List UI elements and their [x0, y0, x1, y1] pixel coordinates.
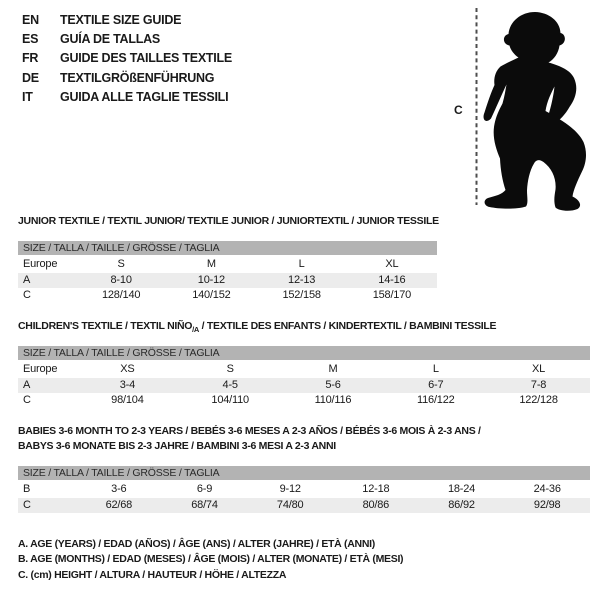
cell-value: 3-4 [119, 378, 136, 391]
cell-value: 3-6 [111, 483, 127, 495]
lang-title: GUIDA ALLE TAGLIE TESSILI [60, 89, 229, 104]
size-table-junior [18, 241, 437, 304]
cell-value: 74/80 [276, 498, 304, 511]
cell-value: XS [120, 363, 135, 375]
cell-value: 86/92 [448, 498, 475, 511]
cell-value: 14-16 [378, 273, 406, 286]
cell-value: 8-10 [110, 273, 132, 286]
cell-value: 122/128 [519, 394, 558, 406]
lang-row-es [22, 29, 232, 48]
cell-value: XL [532, 363, 546, 375]
cell-value: 62/68 [105, 498, 133, 511]
cell-value: S [117, 258, 125, 270]
toddler-silhouette [484, 12, 586, 211]
lang-title: GUÍA DE TALLAS [60, 31, 160, 46]
cell-value: 6-9 [196, 483, 213, 495]
size-table-children [18, 346, 590, 409]
table-title-babies [18, 424, 481, 454]
lang-row-de [22, 68, 232, 87]
lang-code: IT [22, 89, 33, 104]
lang-code: FR [22, 51, 39, 66]
lang-row-en [22, 10, 232, 29]
cell-value: 140/152 [192, 289, 231, 301]
cell-value: 4-5 [222, 378, 238, 391]
cell-value: 116/122 [417, 394, 455, 406]
table-row-c [18, 498, 590, 514]
title-text: CHILDREN'S TEXTILE / TEXTIL NIÑO [18, 320, 193, 332]
cell-value: M [328, 363, 338, 375]
row-label: C [23, 498, 31, 511]
cell-value: 128/140 [101, 289, 141, 301]
table-row-a [18, 378, 590, 394]
cell-value: 104/110 [211, 394, 249, 406]
cell-value: 12-18 [362, 483, 390, 495]
footnote-c: C. (cm) HEIGHT / ALTURA / HAUTEUR / HÖHE / ALTEZZA [18, 568, 287, 581]
footnote-b: B. AGE (MONTHS) / EDAD (MESES) / ÂGE (MOIS) / ALTER (MONATE) / ETÀ (MESI) [18, 553, 404, 566]
lang-code: ES [22, 31, 39, 46]
language-header [22, 10, 232, 106]
row-label: Europe [23, 258, 58, 270]
lang-title: TEXTILE SIZE GUIDE [60, 12, 182, 27]
cell-value: L [298, 258, 305, 270]
cell-value: 6-7 [428, 378, 444, 391]
cell-value: 7-8 [530, 378, 547, 391]
cell-value: XL [385, 258, 399, 270]
size-header-bar: SIZE / TALLA / TAILLE / GRÖSSE / TAGLIA [18, 346, 590, 362]
row-label: C [23, 289, 31, 301]
cell-value: 98/104 [111, 394, 144, 406]
table-title-line [18, 319, 496, 337]
table-title-line [18, 424, 481, 439]
toddler-silhouette-icon [440, 0, 600, 220]
cell-value: M [206, 258, 216, 270]
lang-title: GUIDE DES TAILLES TEXTILE [60, 51, 233, 66]
figure-area [440, 0, 600, 220]
size-header-bar: SIZE / TALLA / TAILLE / GRÖSSE / TAGLIA [18, 241, 437, 257]
table-row-europe [18, 362, 590, 378]
cell-value: 152/158 [282, 289, 321, 301]
title-text: / TEXTILE DES ENFANTS / KINDERTEXTIL / BAMBINI TESSILE [199, 320, 497, 332]
footnote-a: A. AGE (YEARS) / EDAD (AÑOS) / ÂGE (ANS) / ALTER (JAHRE) / ETÀ (ANNI) [18, 538, 375, 550]
table-title-line [18, 439, 481, 454]
table-row-europe [18, 257, 437, 273]
title-text: BABIES 3-6 MONTH TO 2-3 YEARS / BEBÉS 3-6 MESES A 2-3 AÑOS / BÉBÉS 3-6 MOIS À 2-3 ANS / [18, 425, 481, 437]
title-text: BABYS 3-6 MONATE BIS 2-3 JAHRE / BAMBINI 3-6 MESI A 2-3 ANNI [18, 440, 336, 452]
cell-value: L [432, 363, 439, 375]
title-subscript: /A [192, 325, 200, 335]
size-header-bar: SIZE / TALLA / TAILLE / GRÖSSE / TAGLIA [18, 466, 590, 482]
table-row-c [18, 288, 437, 304]
row-label: B [23, 483, 31, 495]
height-label-c: C [454, 103, 463, 117]
cell-value: 5-6 [325, 378, 341, 391]
lang-code: DE [22, 70, 39, 85]
lang-title: TEXTILGRÖßENFÜHRUNG [60, 70, 215, 85]
cell-value: 68/74 [191, 498, 218, 511]
table-row-a [18, 273, 437, 289]
lang-row-it [22, 87, 232, 106]
size-table-babies [18, 466, 590, 513]
footnotes [18, 537, 403, 583]
table-title-line [18, 214, 439, 229]
cell-value: 92/98 [533, 498, 561, 511]
row-label: A [23, 273, 31, 286]
table-title-junior [18, 214, 439, 229]
row-label: C [23, 394, 31, 406]
cell-value: 10-12 [197, 273, 225, 286]
cell-value: 158/170 [372, 289, 412, 301]
lang-row-fr [22, 49, 232, 68]
table-row-b [18, 482, 590, 498]
cell-value: 80/86 [362, 498, 390, 511]
cell-value: S [226, 363, 234, 375]
table-row-c [18, 393, 590, 409]
title-text: JUNIOR TEXTILE / TEXTIL JUNIOR/ TEXTILE JUNIOR / JUNIORTEXTIL / JUNIOR TESSILE [18, 215, 439, 227]
cell-value: 12-13 [288, 273, 316, 286]
cell-value: 18-24 [447, 483, 476, 495]
cell-value: 9-12 [279, 483, 301, 495]
lang-code: EN [22, 12, 39, 27]
row-label: Europe [23, 363, 58, 375]
cell-value: 24-36 [533, 483, 561, 495]
row-label: A [23, 378, 31, 391]
cell-value: 110/116 [314, 394, 352, 406]
table-title-children [18, 319, 496, 337]
